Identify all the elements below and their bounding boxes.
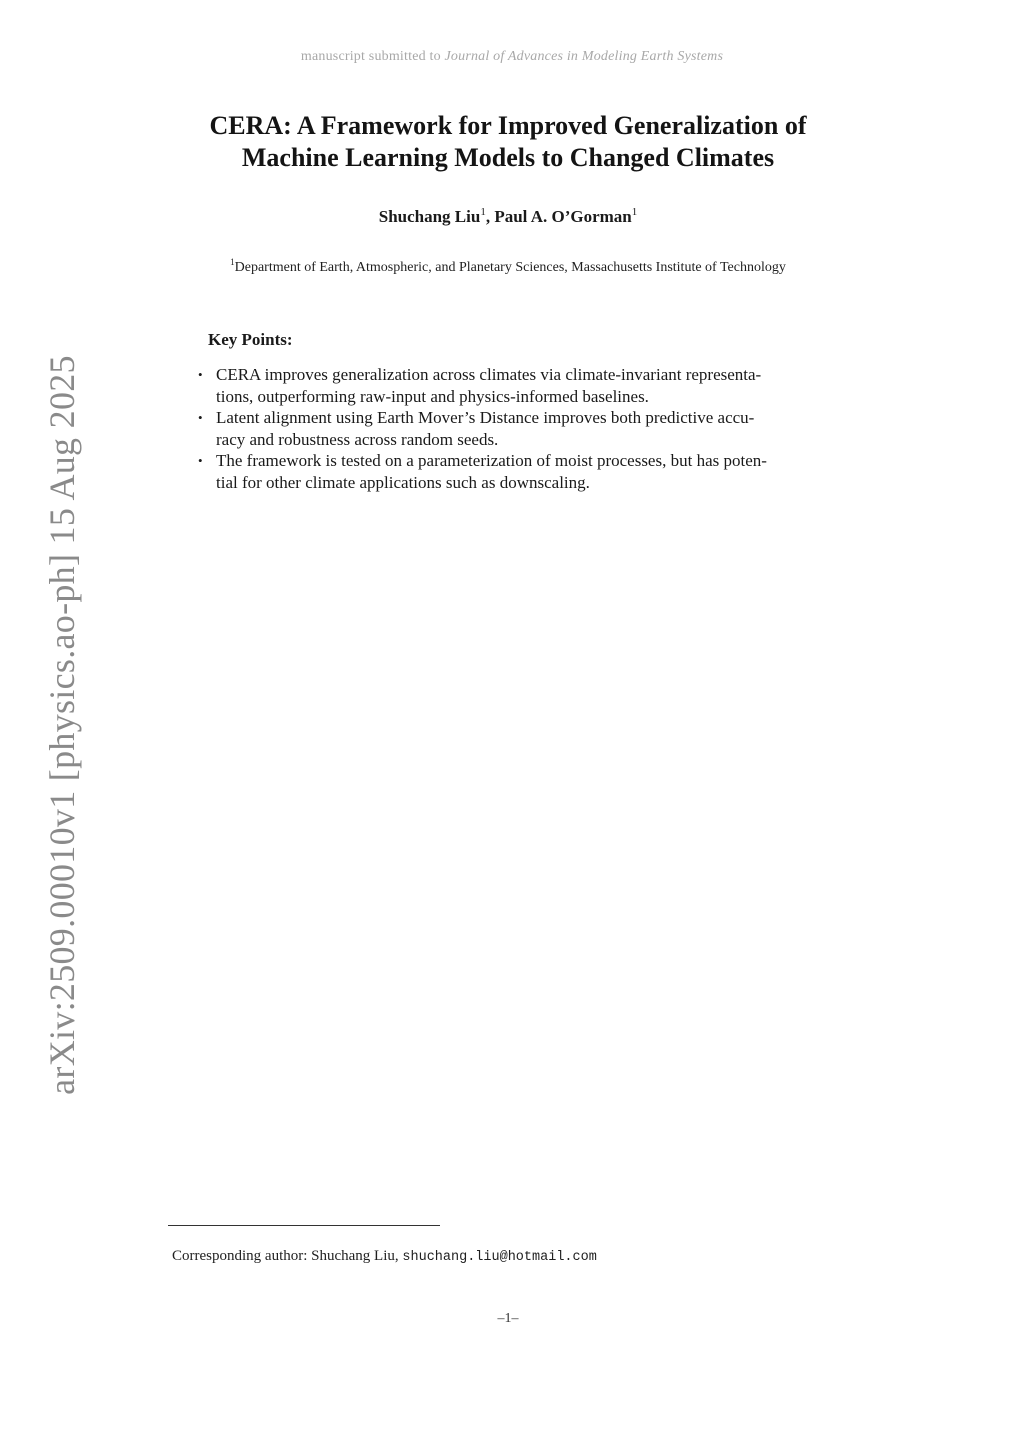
key-point-1-line-2: tions, outperforming raw-input and physics-informed baselines.	[216, 386, 649, 406]
affiliation-text: Department of Earth, Atmospheric, and Planetary Sciences, Massachusetts Institute of Technology	[234, 260, 786, 275]
affiliation	[0, 257, 1016, 276]
footnote-label: Corresponding author: Shuchang Liu,	[172, 1248, 403, 1264]
key-point-item	[196, 450, 836, 493]
author-affil-mark-1: 1	[480, 206, 486, 218]
author-separator: ,	[485, 207, 495, 226]
key-point-3-line-2: tial for other climate applications such as downscaling.	[216, 472, 590, 492]
author-list	[0, 206, 1016, 227]
author-name-2: Paul A. O’Gorman	[494, 207, 632, 226]
key-point-1-line-1: CERA improves generalization across climates via climate-invariant representa-	[216, 365, 762, 384]
page-number: –1–	[497, 1311, 519, 1326]
author-affil-mark-2: 1	[631, 206, 638, 218]
arxiv-identifier-stamp: arXiv:2509.00010v1 [physics.ao-ph] 15 Aug 2025	[42, 355, 82, 1095]
key-points-heading: Key Points:	[208, 330, 293, 349]
corresponding-author-footnote	[172, 1248, 597, 1265]
author-name-1: Shuchang Liu	[378, 207, 481, 226]
key-points-list	[196, 364, 836, 493]
key-point-item	[196, 364, 836, 407]
key-point-2-line-1: Latent alignment using Earth Mover’s Distance improves both predictive accu-	[216, 408, 755, 427]
bullet-icon: •	[198, 453, 203, 468]
journal-name: Journal of Advances in Modeling Earth Systems	[444, 49, 724, 64]
key-point-2-line-2: racy and robustness across random seeds.	[216, 429, 499, 449]
title-line-1: CERA: A Framework for Improved Generalization of	[209, 111, 807, 140]
running-head	[0, 49, 1024, 65]
key-point-item	[196, 407, 836, 450]
bullet-icon: •	[198, 410, 203, 425]
running-head-prefix: manuscript submitted to	[300, 49, 445, 64]
key-point-3-line-1: The framework is tested on a parameterization of moist processes, but has poten-	[216, 451, 767, 470]
bullet-icon: •	[198, 367, 203, 382]
footnote-rule	[168, 1225, 440, 1226]
title-line-2: Machine Learning Models to Changed Climates	[241, 143, 775, 172]
author-email-link[interactable]: shuchang.liu@hotmail.com	[402, 1250, 597, 1265]
affiliation-mark: 1	[230, 257, 235, 267]
paper-title	[100, 110, 916, 174]
